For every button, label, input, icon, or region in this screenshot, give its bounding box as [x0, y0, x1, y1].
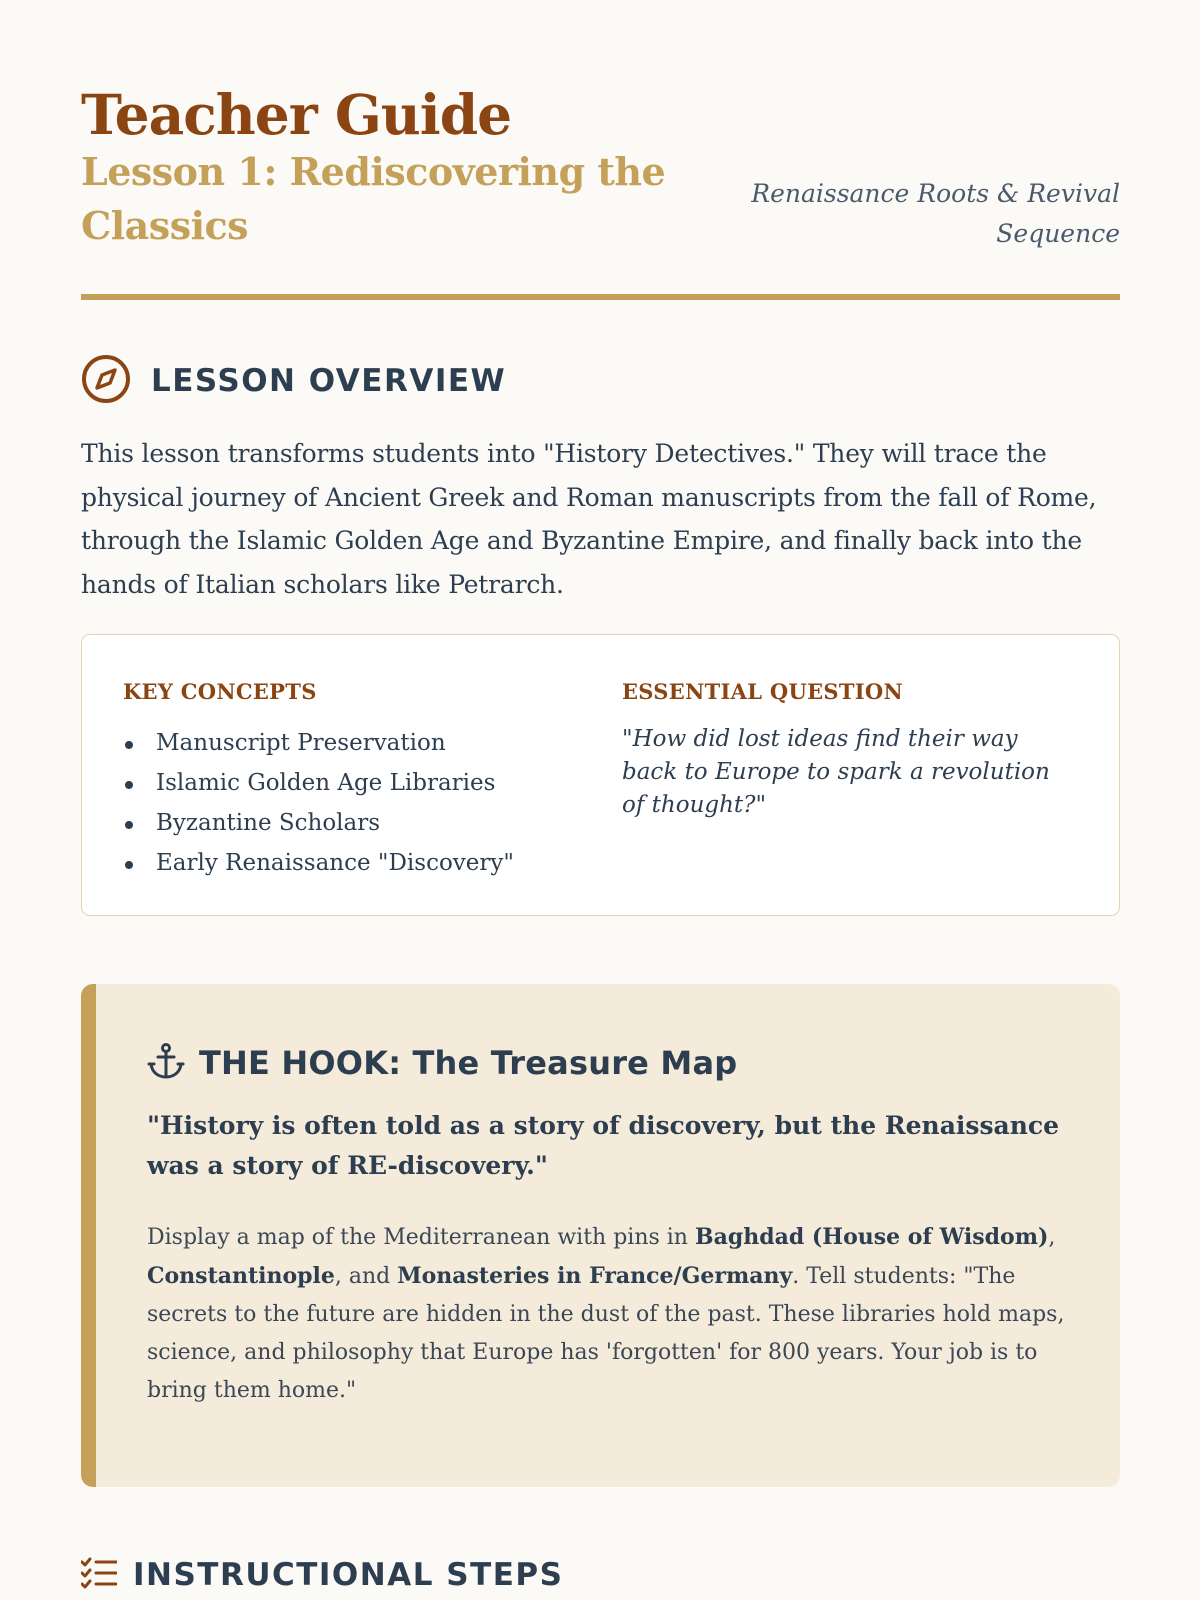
anchor-icon	[147, 1042, 185, 1084]
essential-question-title: ESSENTIAL QUESTION	[622, 679, 904, 704]
hook-text: . Tell students: "The secrets to the future are hidden in the dust of the past. These libraries hold maps, science, and philosophy that Europe has 'forgotten' for 800 years. Your job is to bring them home."	[147, 1264, 1065, 1403]
location-monasteries: Monasteries in France/Germany	[397, 1263, 793, 1289]
hook-text: , and	[334, 1264, 398, 1289]
concepts-card	[81, 634, 1120, 916]
list-item: Islamic Golden Age Libraries	[123, 763, 514, 803]
key-concepts-title: KEY CONCEPTS	[123, 679, 317, 704]
key-concepts-list	[123, 723, 514, 883]
hook-text: ,	[1048, 1225, 1056, 1250]
hook-instructions	[147, 1218, 1067, 1410]
overview-paragraph: This lesson transforms students into "History Detectives." They will trace the physical journey of Ancient Greek and Roman manuscripts from the fall of Rome, through the Islamic Golden Age and Byzantine Empire, and finally back into the hands of Italian scholars like Petrarch.	[81, 439, 1097, 599]
sequence-name: Renaissance Roots & Revival Sequence	[751, 179, 1120, 248]
header-divider	[81, 294, 1120, 300]
checklist-icon	[81, 1557, 117, 1593]
page-title: Teacher Guide	[81, 82, 512, 147]
list-item: Manuscript Preservation	[123, 723, 514, 763]
compass-icon	[81, 354, 131, 408]
location-constantinople: Constantinople	[147, 1263, 335, 1289]
hook-quote: "History is often told as a story of discovery, but the Renaissance was a story of RE-discovery."	[147, 1111, 1060, 1180]
instructional-steps-heading	[81, 1557, 563, 1593]
essential-question: "How did lost ideas find their way back to Europe to spark a revolution of thought?"	[622, 726, 1050, 818]
location-baghdad: Baghdad (House of Wisdom)	[694, 1224, 1049, 1250]
lesson-overview-heading	[81, 354, 506, 408]
list-item: Byzantine Scholars	[123, 803, 514, 843]
section-title: THE HOOK: The Treasure Map	[199, 1044, 738, 1082]
hook-text: Display a map of the Mediterranean with pins in	[147, 1225, 695, 1250]
list-item: Early Renaissance "Discovery"	[123, 843, 514, 883]
hook-heading	[147, 1042, 737, 1084]
section-title: LESSON OVERVIEW	[151, 363, 507, 399]
guide-header	[81, 0, 1120, 300]
hook-callout	[81, 984, 1120, 1487]
lesson-subtitle: Lesson 1: Rediscovering the Classics	[81, 149, 666, 248]
teacher-guide-page	[81, 0, 1120, 1593]
section-title: INSTRUCTIONAL STEPS	[133, 1557, 564, 1593]
